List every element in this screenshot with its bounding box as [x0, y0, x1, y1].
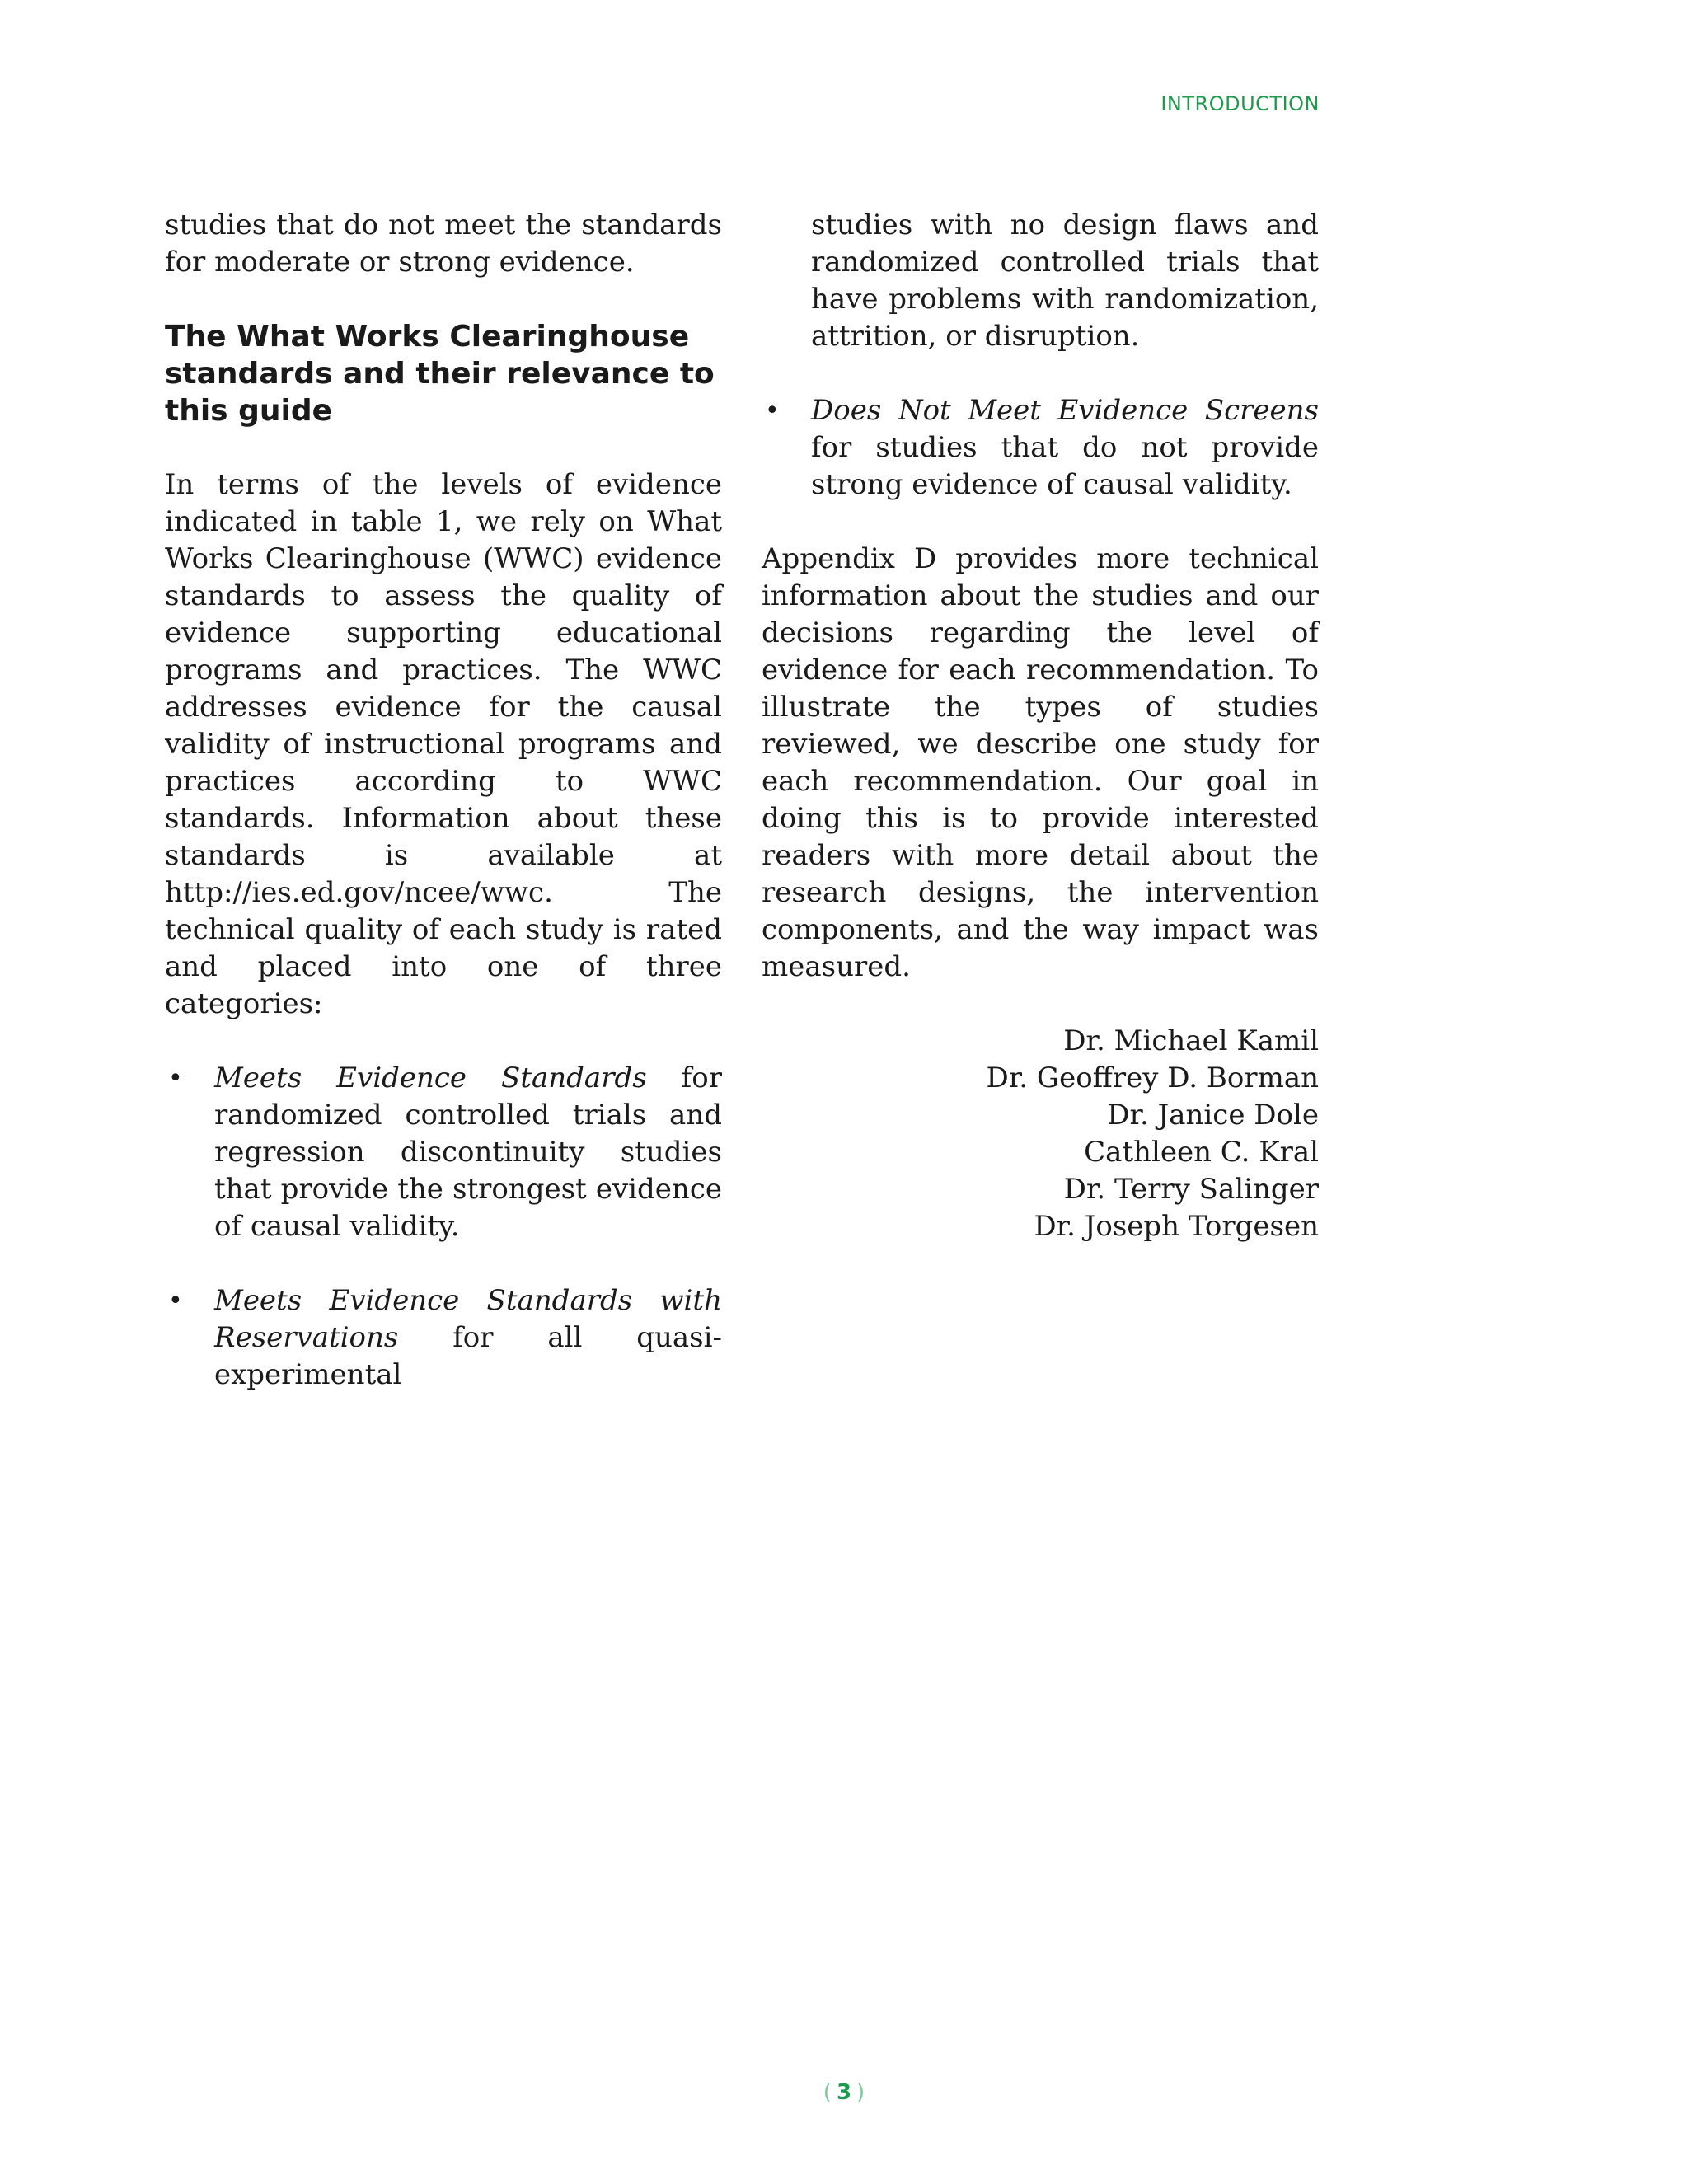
category-term: Does Not Meet Evidence Screens — [811, 394, 1319, 427]
left-column — [165, 207, 722, 1394]
right-column — [762, 207, 1319, 1245]
author-signatures — [762, 1023, 1319, 1245]
category-term: Meets Evidence Standards with Reservations — [214, 1284, 722, 1354]
running-header: INTRODUCTION — [1160, 92, 1320, 115]
evidence-category-list-continued — [762, 207, 1319, 504]
evidence-category-list — [165, 1060, 722, 1394]
author-name: Dr. Michael Kamil — [1063, 1024, 1319, 1057]
section-heading: The What Works Clearinghouse standards and their relevance to this guide — [165, 320, 715, 428]
page-number-value: 3 — [836, 2080, 852, 2105]
author-name: Dr. Terry Salinger — [1063, 1173, 1319, 1206]
author-name: Cathleen C. Kral — [1084, 1136, 1319, 1169]
category-text: studies with no design flaws and randomized controlled trials that have problems with randomization, attrition, or disruption. — [811, 209, 1319, 353]
author-name: Dr. Geoffrey D. Borman — [986, 1062, 1319, 1094]
category-text: for randomized controlled trials and regression discontinuity studies that provide the strongest evidence of causal validity. — [214, 1062, 722, 1243]
author-name: Dr. Janice Dole — [1107, 1099, 1319, 1132]
bullet-icon: • — [765, 396, 780, 425]
bullet-icon: • — [168, 1064, 183, 1093]
list-item — [165, 1282, 722, 1394]
intro-fragment: studies that do not meet the standards for moderate or strong evidence. — [165, 209, 722, 279]
bullet-icon: • — [168, 1286, 183, 1315]
wwc-paragraph: In terms of the levels of evidence indicated in table 1, we rely on What Works Clearinghouse (WWC) evidence standards to assess the quality of evidence supporting educational programs and practices. The WWC addresses evidence for the causal validity of instructional programs and practices according to WWC standards. Information about these standards is available at http://ies.ed.gov/ncee/wwc. The technical quality of each study is rated and placed into one of three categories: — [165, 468, 722, 1020]
category-text: for all quasi-experimental — [214, 1321, 722, 1391]
category-term: Meets Evidence Standards — [214, 1062, 647, 1094]
list-item — [762, 392, 1319, 504]
author-name: Dr. Joseph Torgesen — [1034, 1210, 1319, 1243]
page-number — [0, 2080, 1688, 2105]
appendix-paragraph: Appendix D provides more technical information about the studies and our decisions regarding the level of evidence for each recommendation. To illustrate the types of studies reviewed, we describe one study for each recommendation. Our goal in doing this is to provide interested readers with more detail about the research designs, the intervention components, and the way impact was measured. — [762, 542, 1319, 983]
page-number-open: ( — [823, 2080, 832, 2105]
list-item — [165, 1060, 722, 1245]
category-text: for studies that do not provide strong evidence of causal validity. — [811, 431, 1319, 501]
list-item-continuation — [762, 207, 1319, 355]
page-number-close: ) — [856, 2080, 865, 2105]
